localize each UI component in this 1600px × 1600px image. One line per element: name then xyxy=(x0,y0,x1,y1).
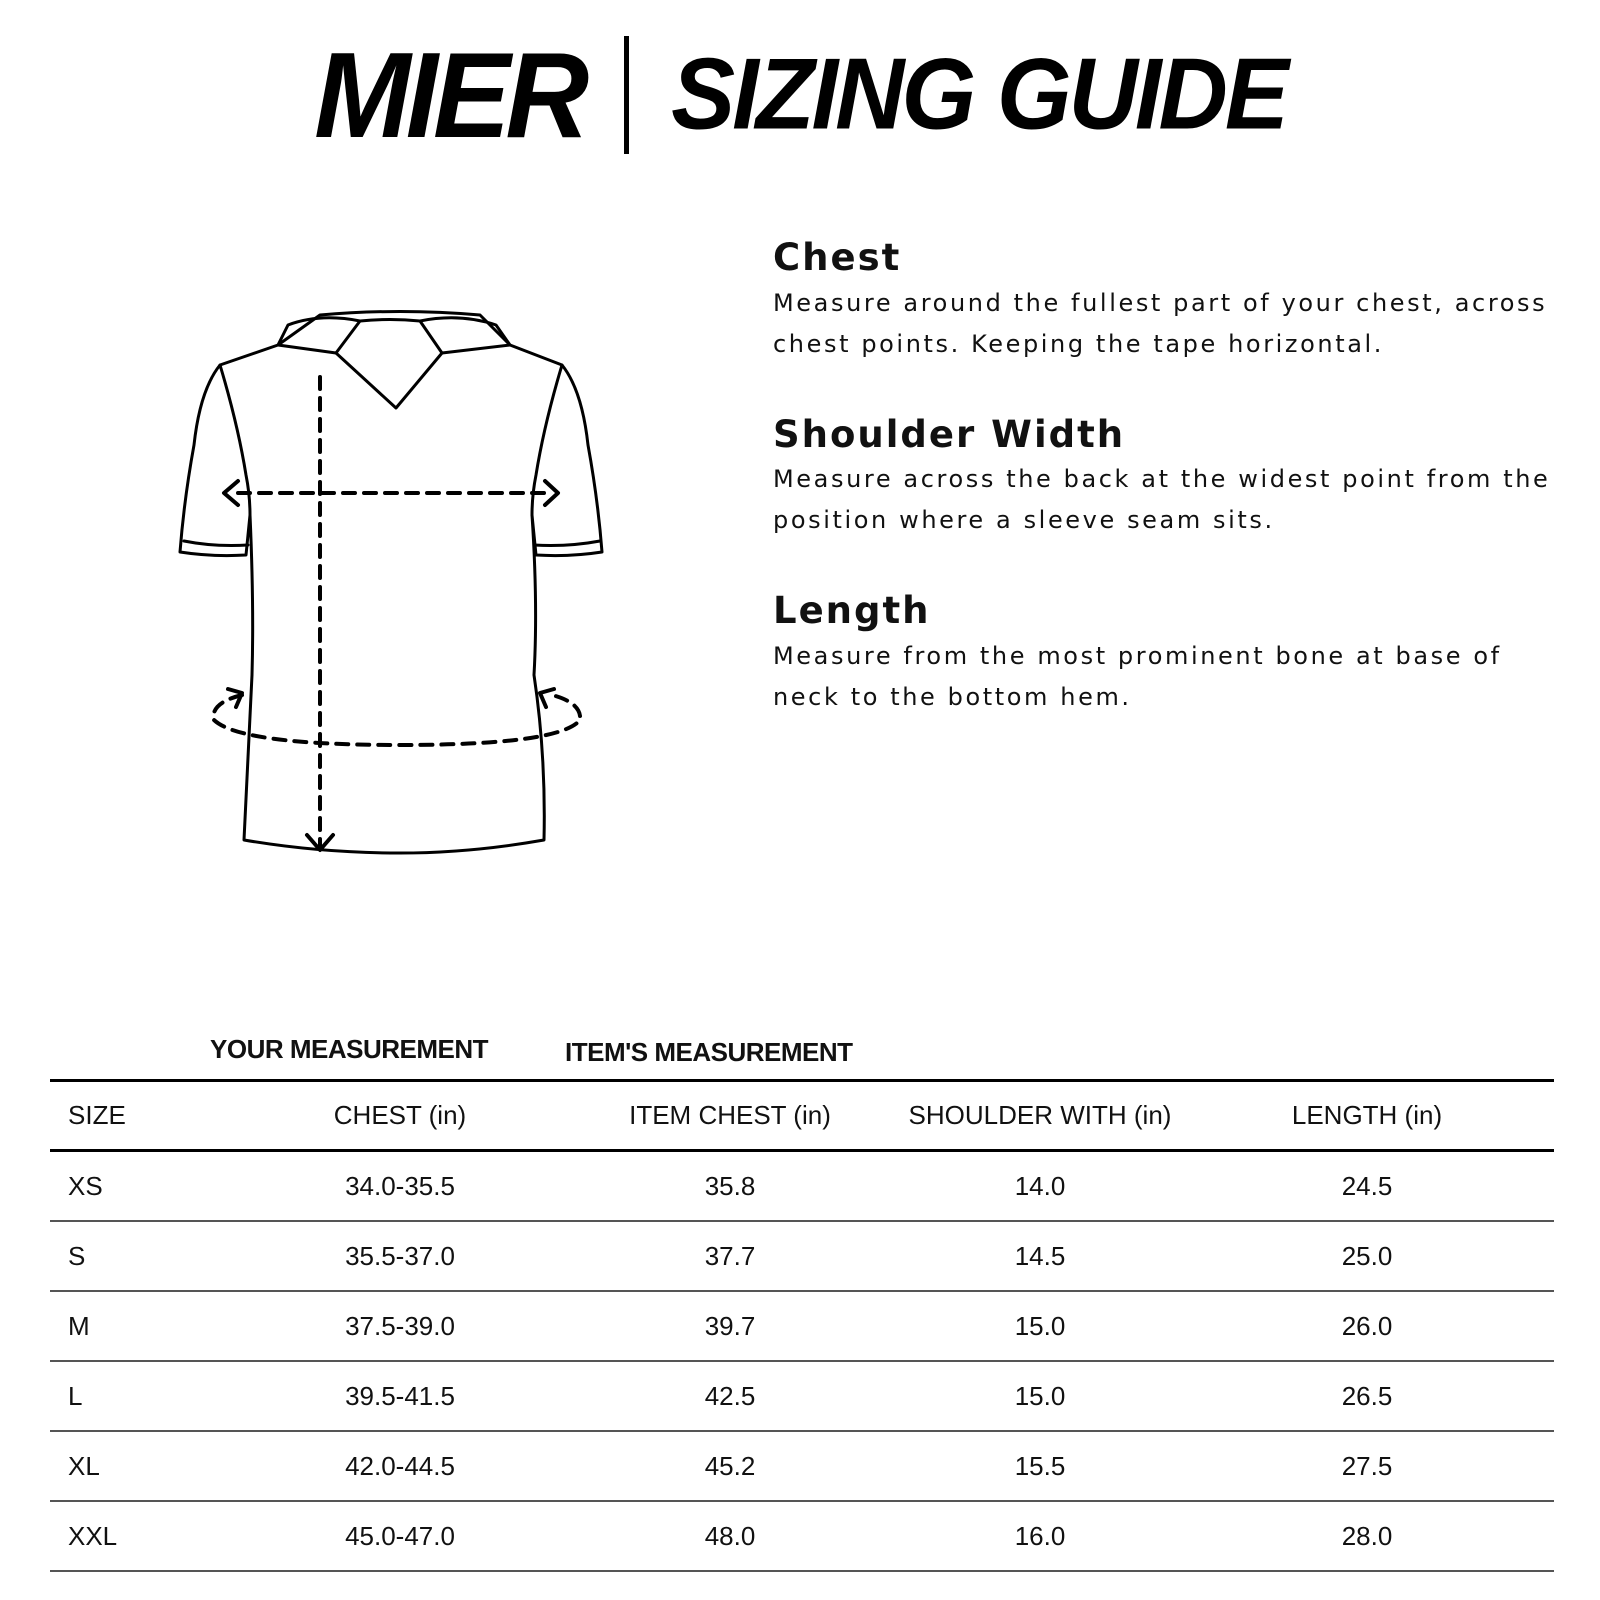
cell-shoulder: 15.0 xyxy=(900,1291,1180,1361)
cell-length: 26.5 xyxy=(1180,1361,1554,1431)
guide-heading: Chest xyxy=(773,236,902,279)
table-row xyxy=(50,1151,1554,1222)
cell-item-chest: 45.2 xyxy=(560,1431,900,1501)
cell-size: M xyxy=(50,1291,240,1361)
cell-shoulder: 16.0 xyxy=(900,1501,1180,1571)
cell-item-chest: 42.5 xyxy=(560,1361,900,1431)
cell-length: 26.0 xyxy=(1180,1291,1554,1361)
table-row xyxy=(50,1291,1554,1361)
cell-size: XS xyxy=(50,1151,240,1222)
table-row xyxy=(50,1221,1554,1291)
cell-size: XL xyxy=(50,1431,240,1501)
table-row xyxy=(50,1431,1554,1501)
guide-heading: Length xyxy=(773,589,931,633)
cell-chest: 35.5-37.0 xyxy=(240,1221,560,1291)
cell-item-chest: 48.0 xyxy=(560,1501,900,1571)
cell-chest: 45.0-47.0 xyxy=(240,1501,560,1571)
guide-chest xyxy=(773,238,1563,365)
guide-text: Measure around the fullest part of your chest, across chest points. Keeping the tape horizontal. xyxy=(773,288,1548,358)
cell-length: 25.0 xyxy=(1180,1221,1554,1291)
shirt-illustration xyxy=(170,305,630,885)
cell-length: 24.5 xyxy=(1180,1151,1554,1222)
cell-length: 27.5 xyxy=(1180,1431,1554,1501)
page-title: SIZING GUIDE xyxy=(671,38,1286,151)
cell-shoulder: 14.0 xyxy=(900,1151,1180,1222)
guide-heading: Shoulder Width xyxy=(773,412,1126,456)
header xyxy=(0,26,1600,164)
table-row xyxy=(50,1361,1554,1431)
cell-size: S xyxy=(50,1221,240,1291)
cell-item-chest: 37.7 xyxy=(560,1221,900,1291)
size-table xyxy=(50,1079,1554,1572)
column-header-size: SIZE xyxy=(50,1081,240,1151)
header-divider xyxy=(624,36,629,154)
cell-size: XXL xyxy=(50,1501,240,1571)
group-item-measurement: ITEM'S MEASUREMENT xyxy=(565,1037,853,1067)
cell-length: 28.0 xyxy=(1180,1501,1554,1571)
cell-chest: 42.0-44.5 xyxy=(240,1431,560,1501)
column-header-length: LENGTH (in) xyxy=(1180,1081,1554,1151)
cell-item-chest: 35.8 xyxy=(560,1151,900,1222)
cell-chest: 39.5-41.5 xyxy=(240,1361,560,1431)
column-header-item-chest: ITEM CHEST (in) xyxy=(560,1081,900,1151)
shirt-measurement-icon xyxy=(170,305,630,885)
group-your-measurement: YOUR MEASUREMENT xyxy=(210,1034,489,1064)
guide-shoulder-width xyxy=(773,412,1563,542)
column-header-chest: CHEST (in) xyxy=(240,1081,560,1151)
cell-item-chest: 39.7 xyxy=(560,1291,900,1361)
cell-chest: 37.5-39.0 xyxy=(240,1291,560,1361)
cell-size: L xyxy=(50,1361,240,1431)
guide-length xyxy=(773,591,1563,718)
cell-shoulder: 14.5 xyxy=(900,1221,1180,1291)
cell-shoulder: 15.0 xyxy=(900,1361,1180,1431)
column-header-shoulder: SHOULDER WITH (in) xyxy=(900,1081,1180,1151)
table-row xyxy=(50,1501,1554,1571)
cell-chest: 34.0-35.5 xyxy=(240,1151,560,1222)
brand-logo: MIER xyxy=(314,26,585,164)
table-header-row xyxy=(50,1081,1554,1151)
guide-text: Measure from the most prominent bone at base of neck to the bottom hem. xyxy=(773,642,1502,712)
cell-shoulder: 15.5 xyxy=(900,1431,1180,1501)
guide-text: Measure across the back at the widest point from the position where a sleeve seam sits. xyxy=(773,465,1551,535)
measurement-guide xyxy=(773,238,1563,768)
